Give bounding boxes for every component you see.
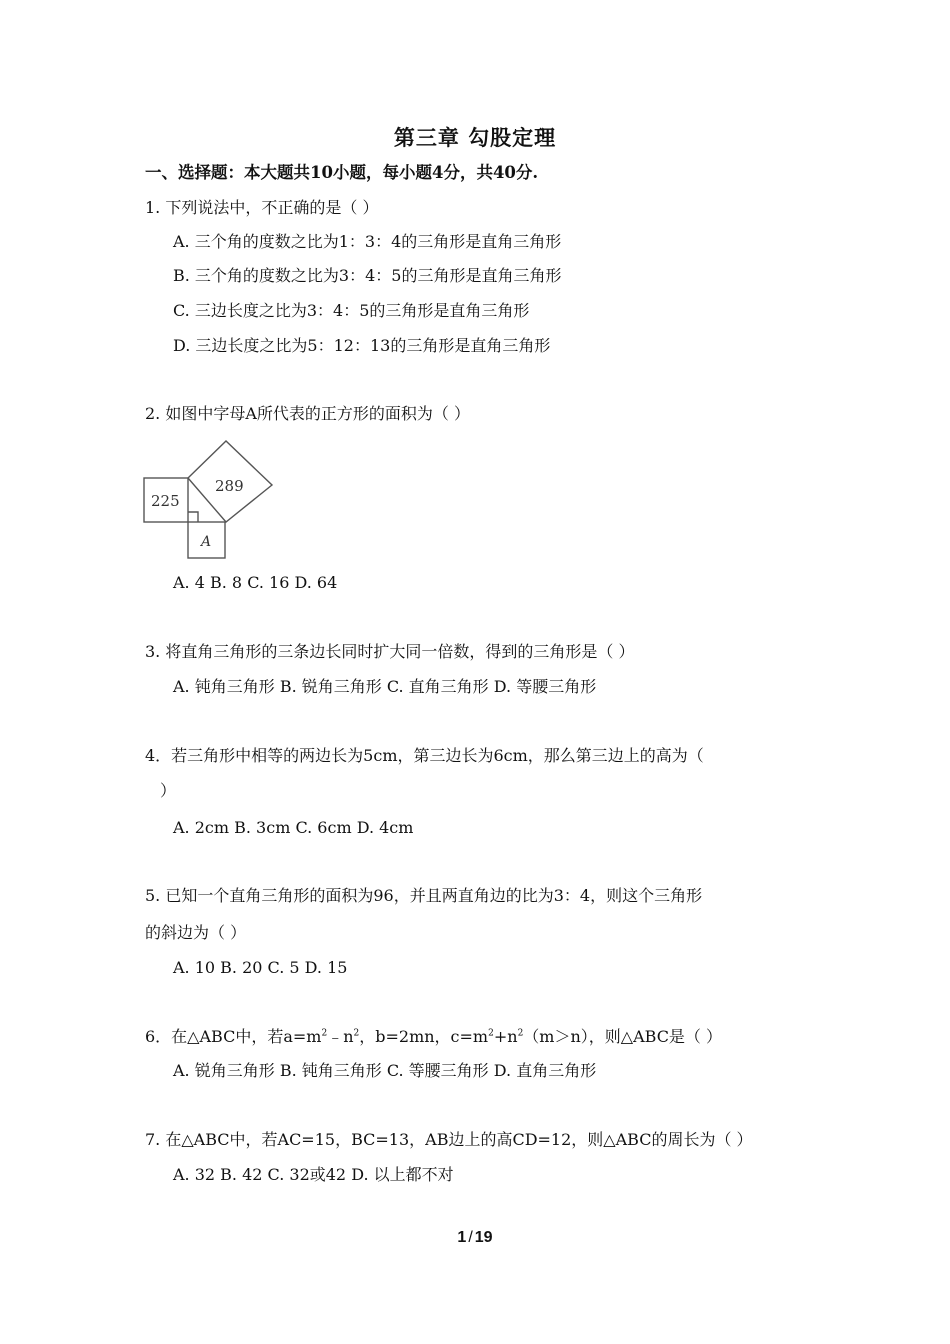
q2-stem: 2. 如图中字母A所代表的正方形的面积为（ ）: [145, 404, 470, 423]
q6-stem-part4: +n: [493, 1027, 518, 1046]
q7-stem: 7. 在△ABC中，若AC=15，BC=13，AB边上的高CD=12，则△ABC的周长为（ ）: [145, 1130, 753, 1149]
right-angle-mark: [188, 512, 198, 522]
label-289: 289: [215, 477, 244, 495]
q6-stem: [145, 1026, 722, 1048]
q5-stem: 5. 已知一个直角三角形的面积为96，并且两直角边的比为3：4，则这个三角形: [145, 886, 703, 905]
q4-stem-continued: ）: [160, 781, 177, 800]
q1-option-d: D. 三边长度之比为5：12：13的三角形是直角三角形: [173, 336, 551, 355]
q1-option-a: A. 三个角的度数之比为1：3：4的三角形是直角三角形: [173, 232, 562, 251]
q2-options: A. 4 B. 8 C. 16 D. 64: [173, 573, 338, 592]
page-current: 1: [457, 1229, 467, 1246]
q6-exponent-2: 2: [353, 1028, 360, 1039]
page-total: 19: [474, 1229, 493, 1246]
q6-exponent-1: 2: [321, 1028, 328, 1039]
q3-options: A. 钝角三角形 B. 锐角三角形 C. 直角三角形 D. 等腰三角形: [173, 677, 597, 696]
label-a: A: [201, 534, 212, 550]
q4-stem: 4．若三角形中相等的两边长为5cm，第三边长为6cm，那么第三边上的高为（: [145, 746, 704, 765]
q6-exponent-3: 2: [488, 1028, 494, 1039]
q6-exponent-4: 2: [517, 1028, 524, 1039]
label-225: 225: [151, 492, 180, 510]
q6-stem-part5: （m＞n），则△ABC是（ ）: [523, 1027, 723, 1046]
q6-stem-part2: ﹣n: [327, 1027, 354, 1046]
q3-stem: 3. 将直角三角形的三条边长同时扩大同一倍数，得到的三角形是（ ）: [145, 642, 635, 661]
q5-options: A. 10 B. 20 C. 5 D. 15: [173, 958, 348, 977]
q6-stem-part3: ，b=2mn，c=m: [359, 1027, 489, 1046]
q4-options: A. 2cm B. 3cm C. 6cm D. 4cm: [173, 818, 414, 837]
q6-options: A. 锐角三角形 B. 钝角三角形 C. 等腰三角形 D. 直角三角形: [173, 1061, 597, 1080]
q6-stem-part1: 6．在△ABC中，若a=m: [145, 1027, 322, 1046]
q1-option-b: B. 三个角的度数之比为3：4：5的三角形是直角三角形: [173, 266, 562, 285]
q5-stem-continued: 的斜边为（ ）: [145, 923, 247, 942]
q1-stem: 1. 下列说法中，不正确的是（ ）: [145, 198, 379, 217]
chapter-title: 第三章 勾股定理: [393, 125, 557, 150]
page-separator: /: [468, 1229, 473, 1246]
q7-options: A. 32 B. 42 C. 32或42 D. 以上都不对: [173, 1165, 454, 1184]
q1-option-c: C. 三边长度之比为3：4：5的三角形是直角三角形: [173, 301, 530, 320]
pythagoras-squares-figure: [142, 438, 277, 560]
page-number: [0, 1229, 950, 1247]
section-heading: 一、选择题：本大题共10小题，每小题4分，共40分.: [145, 163, 539, 182]
